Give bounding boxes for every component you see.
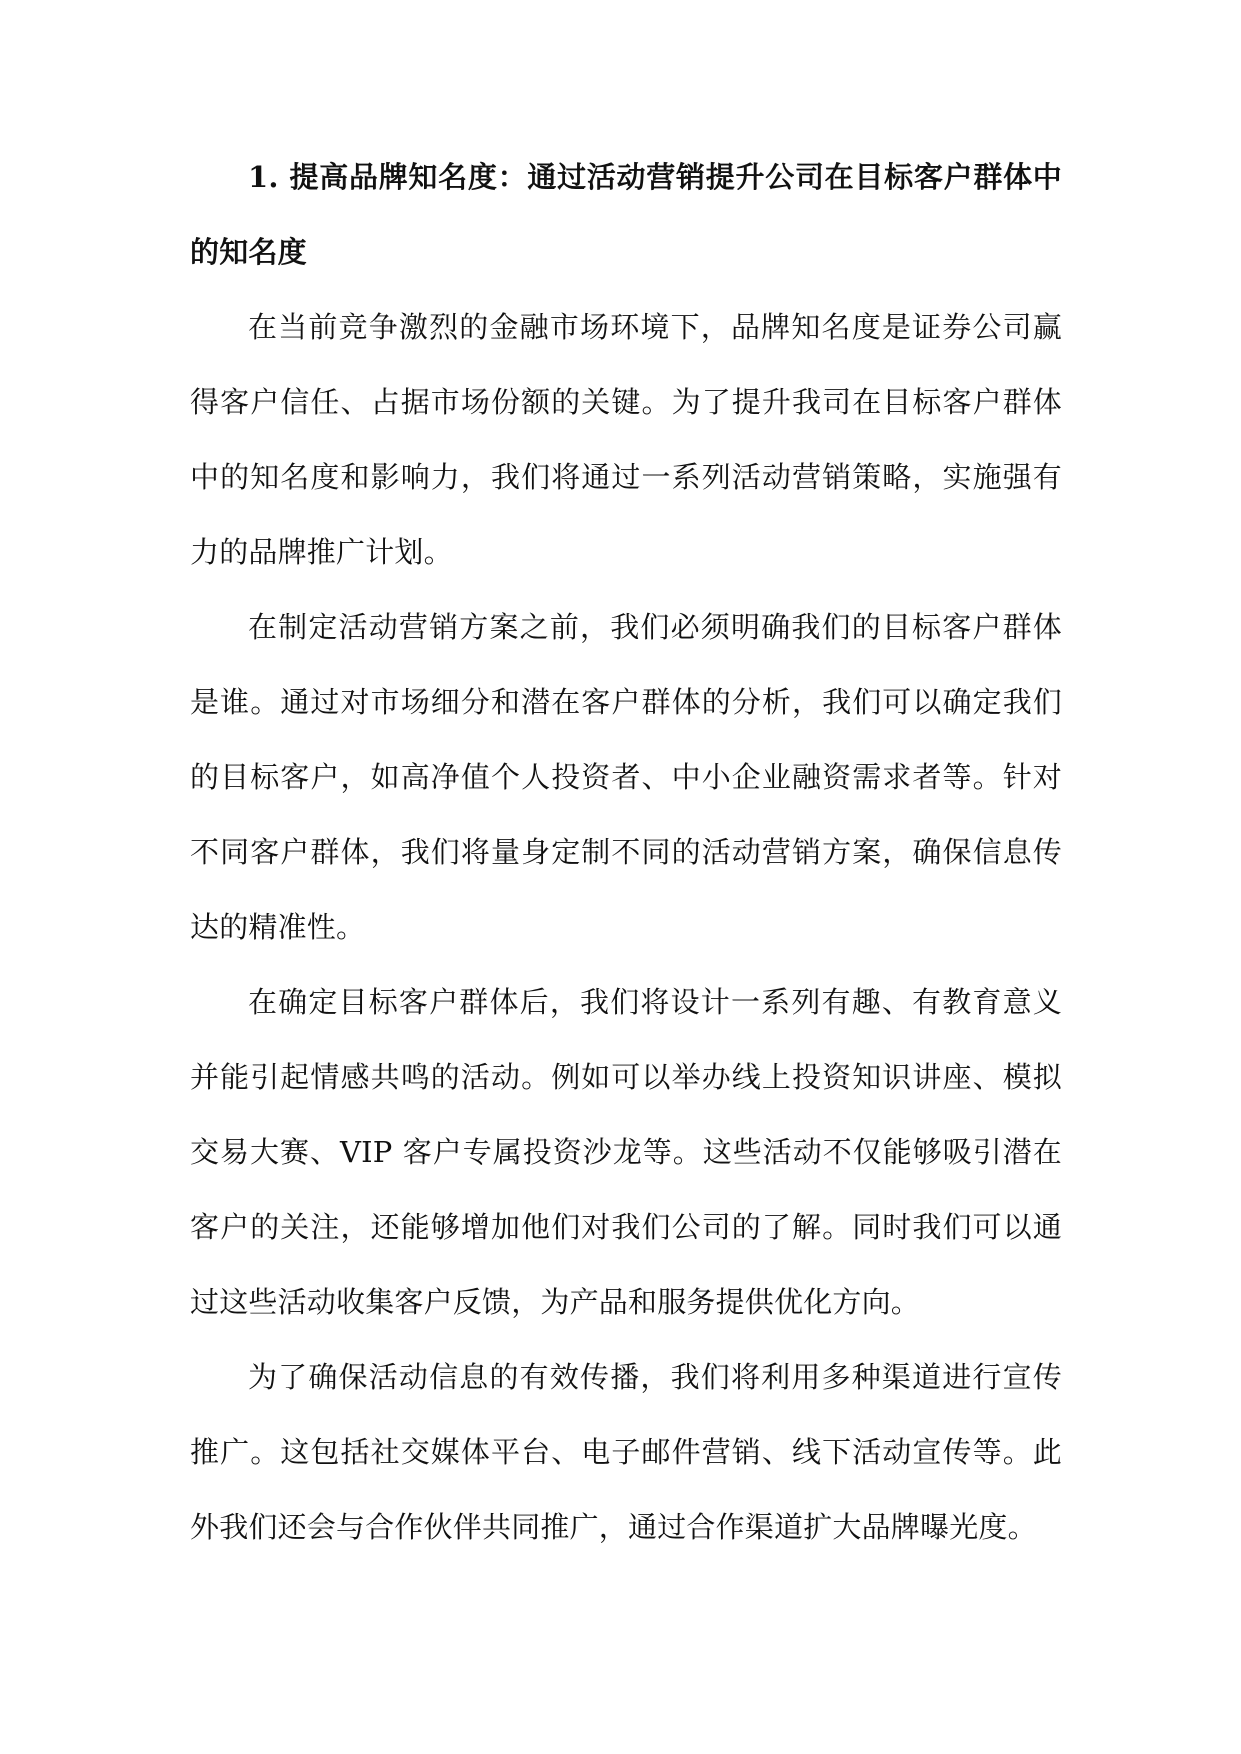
- paragraph-1: 在当前竞争激烈的金融市场环境下，品牌知名度是证券公司赢得客户信任、占据市场份额的关键。为了提升我司在目标客户群体中的知名度和影响力，我们将通过一系列活动营销策略，实施强有力的品牌推广计划。: [190, 310, 1062, 569]
- section-heading: 1. 提高品牌知名度：通过活动营销提升公司在目标客户群体中的知名度: [190, 160, 1062, 269]
- paragraph-2: 在制定活动营销方案之前，我们必须明确我们的目标客户群体是谁。通过对市场细分和潜在客户群体的分析，我们可以确定我们的目标客户，如高净值个人投资者、中小企业融资需求者等。针对不同客户群体，我们将量身定制不同的活动营销方案，确保信息传达的精准性。: [190, 610, 1062, 944]
- document-body: [190, 140, 1062, 1565]
- paragraph-4: 为了确保活动信息的有效传播，我们将利用多种渠道进行宣传推广。这包括社交媒体平台、电子邮件营销、线下活动宣传等。此外我们还会与合作伙伴共同推广，通过合作渠道扩大品牌曝光度。: [190, 1360, 1062, 1544]
- paragraph-3: 在确定目标客户群体后，我们将设计一系列有趣、有教育意义并能引起情感共鸣的活动。例如可以举办线上投资知识讲座、模拟交易大赛、VIP 客户专属投资沙龙等。这些活动不仅能够吸引潜在客户的关注，还能够增加他们对我们公司的了解。同时我们可以通过这些活动收集客户反馈，为产品和服务提供优化方向。: [190, 985, 1062, 1319]
